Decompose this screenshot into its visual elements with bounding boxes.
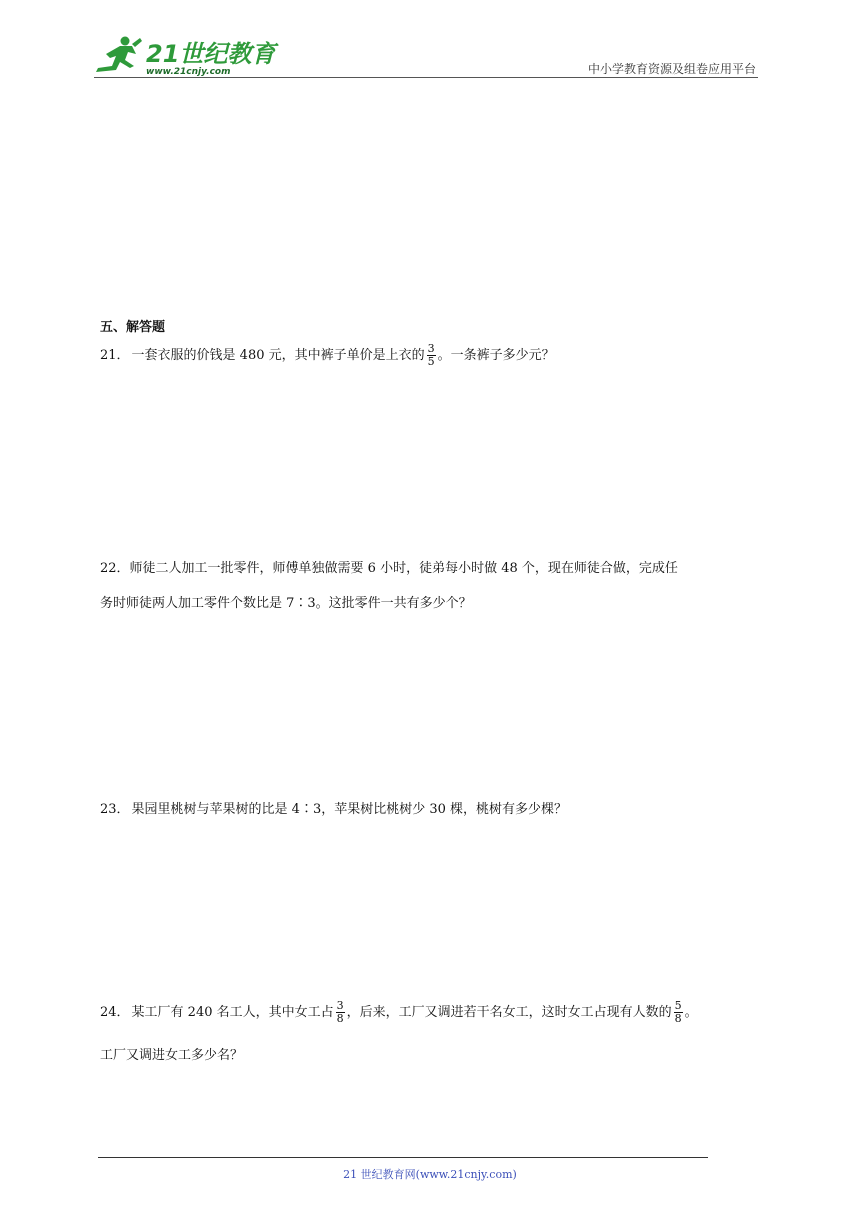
footer-divider <box>98 1157 708 1158</box>
question-21 <box>100 343 555 368</box>
question-22-line-2: 务时师徒两人加工零件个数比是 7∶3。这批零件一共有多少个？ <box>100 596 472 611</box>
fraction-denominator: 8 <box>674 1012 682 1025</box>
header-divider <box>94 77 758 78</box>
fraction-denominator: 5 <box>427 355 435 368</box>
question-text-end: 。一条裤子多少元？ <box>437 348 555 363</box>
fraction-numerator: 5 <box>674 999 682 1012</box>
question-text: 某工厂有 240 名工人，其中女工占 <box>131 1005 334 1020</box>
fraction <box>427 343 436 368</box>
logo-text: 21世纪教育 <box>146 40 276 68</box>
footer-link[interactable]: 21 世纪教育网(www.21cnjy.com) <box>343 1168 517 1181</box>
question-number: 24． <box>100 1005 130 1020</box>
question-23 <box>100 801 567 819</box>
question-number: 22． <box>100 561 130 576</box>
question-text: 果园里桃树与苹果树的比是 4∶3，苹果树比桃树少 30 棵，桃树有多少棵？ <box>131 802 568 817</box>
question-text: 师徒二人加工一批零件，师傅单独做需要 6 小时，徒弟每小时做 48 个，现在师徒合做，完成任 <box>129 561 678 576</box>
question-text: 一套衣服的价钱是 480 元，其中裤子单价是上衣的 <box>131 348 425 363</box>
fraction-numerator: 3 <box>336 999 344 1012</box>
logo-url-text: www.21cnjy.com <box>146 67 231 77</box>
question-24-line-1 <box>100 1000 698 1025</box>
question-22-line-1 <box>100 557 678 576</box>
question-number: 23． <box>100 802 130 817</box>
header-tagline: 中小学教育资源及组卷应用平台 <box>587 62 756 76</box>
logo-graphic <box>92 34 276 78</box>
question-text-end: 。 <box>684 1005 698 1020</box>
fraction-numerator: 3 <box>427 342 435 355</box>
fraction-denominator: 8 <box>336 1012 344 1025</box>
site-logo <box>92 34 276 78</box>
question-24-line-2: 工厂又调进女工多少名？ <box>100 1048 244 1063</box>
section-title: 五、解答题 <box>100 320 166 335</box>
question-text-middle: ，后来，工厂又调进若干名女工，这时女工占现有人数的 <box>346 1005 672 1020</box>
question-number: 21． <box>100 348 130 363</box>
fraction <box>336 1000 345 1025</box>
fraction <box>674 1000 683 1025</box>
